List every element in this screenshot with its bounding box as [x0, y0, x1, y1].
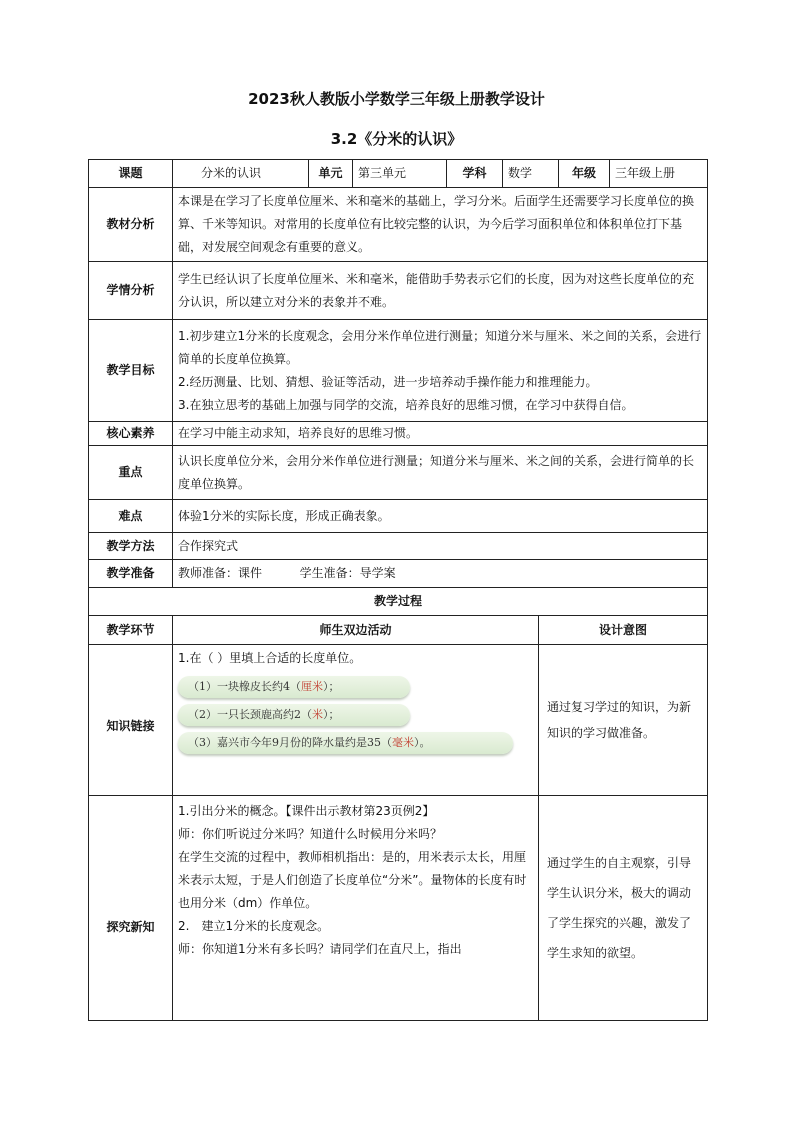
- knowledge-link-question: 1.在（ ）里填上合适的长度单位。: [178, 651, 362, 665]
- unit-label: 单元: [309, 160, 353, 188]
- teaching-goals-label: 教学目标: [89, 320, 173, 422]
- teaching-method-label: 教学方法: [89, 533, 173, 560]
- material-analysis-label: 教材分析: [89, 188, 173, 262]
- teacher-prep: 教师准备：课件: [178, 566, 263, 580]
- topic-label: 课题: [89, 160, 173, 188]
- column-stage: 教学环节: [89, 616, 173, 645]
- column-activities: 师生双边活动: [173, 616, 539, 645]
- explore-dialog-2: 师：你知道1分米有多长吗？请同学们在直尺上，指出: [178, 942, 462, 956]
- explore-new-intent: 通过学生的自主观察，引导学生认识分米，极大的调动了学生探究的兴趣，激发了学生求知的欲望。: [539, 796, 708, 1021]
- unit-value: 第三单元: [353, 160, 447, 188]
- key-point-label: 重点: [89, 446, 173, 500]
- explore-dialog-1: 师：你们听说过分米吗？知道什么时候用分米吗？: [178, 827, 443, 841]
- core-literacy-label: 核心素养: [89, 422, 173, 446]
- student-prep: 学生准备：导学案: [299, 566, 396, 580]
- explore-step-2: 2. 建立1分米的长度观念。: [178, 919, 330, 933]
- learner-analysis-text: 学生已经认识了长度单位厘米、米和毫米，能借助手势表示它们的长度，因为对这些长度单位的充分认识，所以建立对分米的表象并不难。: [173, 262, 708, 320]
- core-literacy-text: 在学习中能主动求知，培养良好的思维习惯。: [173, 422, 708, 446]
- knowledge-link-content: [173, 645, 539, 796]
- exercise-item-1: （1）一块橡皮长约4（厘米）；: [178, 676, 410, 698]
- grade-label: 年级: [559, 160, 610, 188]
- explore-new-content: [173, 796, 539, 1021]
- explore-step-1: 1.引出分米的概念。【课件出示教材第23页例2】: [178, 804, 435, 818]
- teaching-goals: [173, 320, 708, 422]
- exercise-item-2: （2）一只长颈鹿高约2（米）；: [178, 704, 410, 726]
- document-title: 2023秋人教版小学数学三年级上册教学设计: [248, 90, 545, 108]
- teaching-prep: [173, 560, 708, 588]
- knowledge-link-label: 知识链接: [89, 645, 173, 796]
- teaching-prep-label: 教学准备: [89, 560, 173, 588]
- knowledge-link-intent: 通过复习学过的知识，为新知识的学习做准备。: [539, 645, 708, 796]
- difficulty-text: 体验1分米的实际长度，形成正确表象。: [173, 500, 708, 533]
- key-point-text: 认识长度单位分米，会用分米作单位进行测量；知道分米与厘米、米之间的关系，会进行简单的长度单位换算。: [173, 446, 708, 500]
- explore-new-label: 探究新知: [89, 796, 173, 1021]
- teaching-method-text: 合作探究式: [173, 533, 708, 560]
- learner-analysis-label: 学情分析: [89, 262, 173, 320]
- goal-1: 1.初步建立1分米的长度观念，会用分米作单位进行测量；知道分米与厘米、米之间的关系，会进行简单的长度单位换算。: [178, 328, 702, 366]
- topic-value: 分米的认识: [173, 160, 309, 188]
- column-intent: 设计意图: [539, 616, 708, 645]
- lesson-plan-table: [88, 159, 708, 1021]
- goal-2: 2.经历测量、比划、猜想、验证等活动，进一步培养动手操作能力和推理能力。: [178, 374, 598, 389]
- subject-value: 数学: [503, 160, 559, 188]
- difficulty-label: 难点: [89, 500, 173, 533]
- teaching-process-title: 教学过程: [89, 588, 708, 616]
- grade-value: 三年级上册: [610, 160, 708, 188]
- lesson-title: 3.2《分米的认识》: [330, 130, 463, 148]
- subject-label: 学科: [447, 160, 503, 188]
- goal-3: 3.在独立思考的基础上加强与同学的交流，培养良好的思维习惯，在学习中获得自信。: [178, 397, 634, 412]
- material-analysis-text: 本课是在学习了长度单位厘米、米和毫米的基础上，学习分米。后面学生还需要学习长度单位的换算、千米等知识。对常用的长度单位有比较完整的认识，为今后学习面积单位和体积单位打下基础，对发展空间观念有重要的意义。: [173, 188, 708, 262]
- exercise-item-3: （3）嘉兴市今年9月份的降水量约是35（毫米）。: [178, 732, 513, 754]
- explore-explanation: 在学生交流的过程中，教师相机指出：是的，用米表示太长，用厘米表示太短，于是人们创造了长度单位“分米”。量物体的长度有时也用分米（dm）作单位。: [178, 850, 527, 910]
